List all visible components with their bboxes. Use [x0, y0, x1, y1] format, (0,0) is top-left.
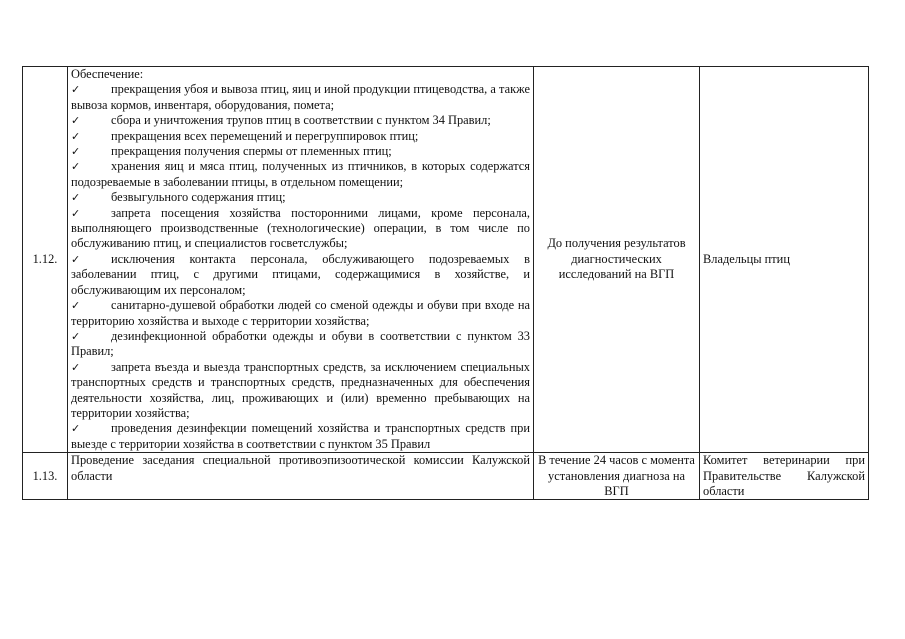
checklist-item [71, 298, 530, 329]
measure-cell: Проведение заседания специальной противоэпизоотической комиссии Калужской области [68, 453, 534, 500]
checklist-item [71, 82, 530, 113]
checkmark-icon: ✓ [71, 329, 81, 343]
checklist-item [71, 144, 530, 159]
checkmark-icon: ✓ [71, 206, 81, 220]
checklist-item-text: безвыгульного содержания птиц; [111, 190, 286, 205]
checkmark-icon: ✓ [71, 191, 81, 205]
checklist-item [71, 113, 530, 128]
table-row [23, 67, 869, 453]
checklist-item [71, 360, 530, 422]
measures-table [22, 66, 869, 500]
checklist-item-text: прекращения убоя и вывоза птиц, яиц и иной продукции птицеводства, а также вывоза кормов, инвентаря, оборудования, помета; [71, 82, 530, 112]
responsible-cell: Комитет ветеринарии при Правительстве Калужской области [700, 453, 869, 500]
checkmark-icon: ✓ [71, 114, 81, 128]
responsible-cell: Владельцы птиц [700, 67, 869, 453]
deadline-cell: До получения результатов диагностических исследований на ВГП [534, 67, 700, 453]
checkmark-icon: ✓ [71, 252, 81, 266]
checklist-item [71, 206, 530, 252]
checklist-item-text: прекращения всех перемещений и перегруппировок птиц; [111, 128, 419, 143]
checklist-item-text: проведения дезинфекции помещений хозяйства и транспортных средств при выезде с территории хозяйства в соответствии с пунктом 35 Правил [71, 421, 530, 451]
checklist-item-text: дезинфекционной обработки одежды и обуви в соответствии с пунктом 33 Правил; [71, 328, 530, 359]
checkmark-icon: ✓ [71, 145, 81, 159]
checklist-item [71, 129, 530, 144]
table-row [23, 453, 869, 500]
checklist-item-text: прекращения получения спермы от племенных птиц; [111, 144, 392, 159]
checklist-item-text: сбора и уничтожения трупов птиц в соответствии с пунктом 34 Правил; [111, 113, 491, 128]
checkmark-icon: ✓ [71, 299, 81, 313]
checkmark-icon: ✓ [71, 129, 81, 143]
checklist-item-text: санитарно-душевой обработки людей со сменой одежды и обуви при входе на территорию хозяйства и выходе с территории хозяйства; [71, 298, 530, 328]
row-number: 1.12. [23, 67, 68, 453]
checklist-item [71, 329, 530, 360]
measure-intro: Обеспечение: [71, 67, 144, 81]
checklist-item-text: запрета въезда и выезда транспортных средств, за исключением специальных транспортных средств и транспортных средств, предназначенных для обеспечения деятельности хозяйства, лиц, проживающих и (или) временно пребывающих на территории хозяйства; [71, 359, 530, 420]
measure-items-list [71, 82, 530, 452]
checklist-item [71, 159, 530, 190]
checklist-item [71, 252, 530, 298]
checklist-item [71, 190, 530, 205]
checklist-item-text: исключения контакта персонала, обслуживающего подозреваемых в заболевании птиц, с другими птицами, содержащимися в хозяйстве, и обслуживающим их персоналом; [71, 251, 530, 297]
checkmark-icon: ✓ [71, 160, 81, 174]
measure-cell [68, 67, 534, 453]
checklist-item [71, 421, 530, 452]
checkmark-icon: ✓ [71, 360, 81, 374]
row-number: 1.13. [23, 453, 68, 500]
checklist-item-text: запрета посещения хозяйства посторонними лицами, кроме персонала, выполняющего производственные (технологические) операции, в том числе по обслуживанию птиц, и специалистов госветслужбы; [71, 205, 530, 251]
deadline-cell: В течение 24 часов с момента установления диагноза на ВГП [534, 453, 700, 500]
checklist-item-text: хранения яиц и мяса птиц, полученных из птичников, в которых содержатся подозреваемые в заболевании птицы, в отдельном помещении; [71, 159, 530, 189]
checkmark-icon: ✓ [71, 422, 81, 436]
checkmark-icon: ✓ [71, 83, 81, 97]
